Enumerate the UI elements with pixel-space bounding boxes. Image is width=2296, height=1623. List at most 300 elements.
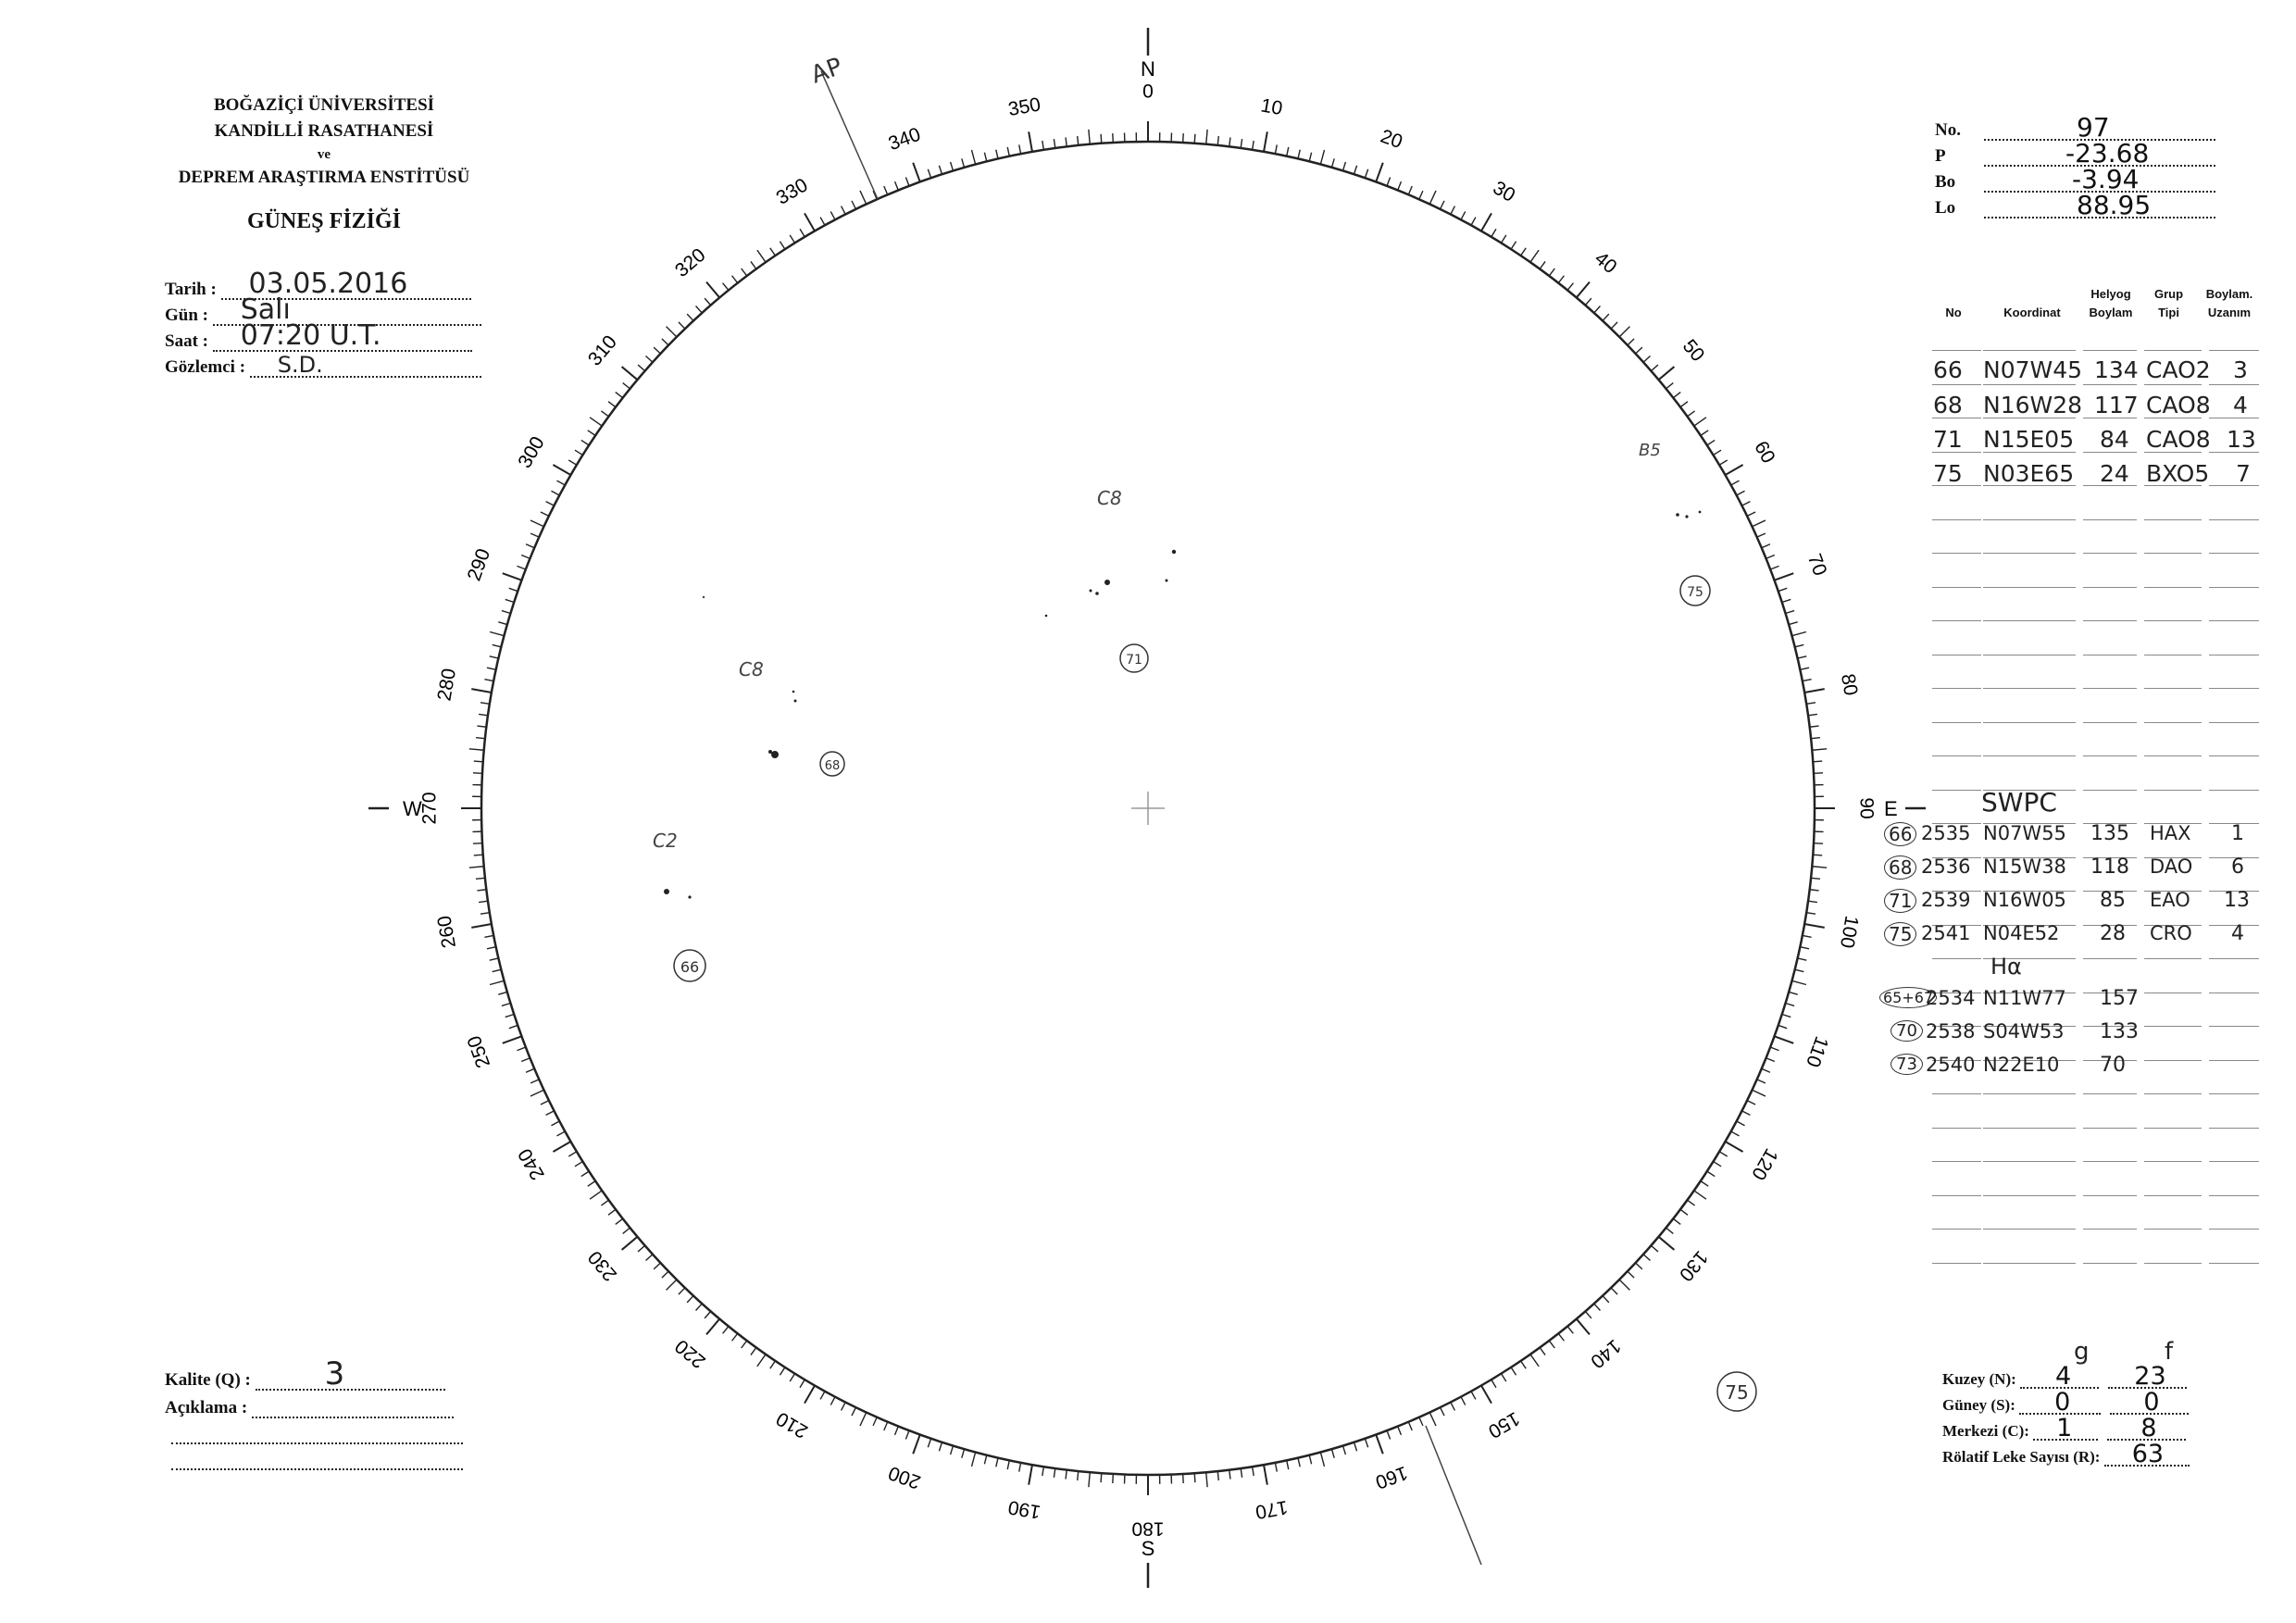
rotation-axis-south: [1426, 1426, 1481, 1565]
scale-label: 310: [583, 331, 622, 370]
scale-tick: [757, 250, 766, 262]
row-71-lon: 84: [2100, 426, 2129, 453]
scale-tick: [1811, 738, 1820, 739]
scale-tick: [1594, 1304, 1601, 1310]
scale-tick: [1217, 1471, 1218, 1480]
scale-tick: [928, 1439, 930, 1447]
scale-tick: [1354, 166, 1356, 175]
halpha-heading: Hα: [1990, 954, 2022, 980]
center-label: Merkezi (C):: [1942, 1422, 2029, 1440]
scale-tick: [1502, 1374, 1506, 1381]
scale-tick: [1775, 1036, 1794, 1043]
scale-tick: [820, 1392, 825, 1400]
scale-tick: [608, 1209, 616, 1215]
swpc-heading: SWPC: [1981, 787, 2057, 818]
quality-label: Kalite (Q) :: [165, 1370, 251, 1390]
scale-tick: [1603, 1296, 1609, 1303]
scale-tick: [1603, 314, 1609, 320]
scale-tick: [1680, 1209, 1688, 1215]
scale-tick: [521, 556, 530, 559]
swpc-66-type: HAX: [2150, 822, 2191, 844]
scale-tick: [502, 1004, 511, 1006]
remarks-label: Açıklama :: [165, 1398, 248, 1417]
scale-tick: [646, 356, 653, 363]
scale-tick: [1471, 218, 1476, 226]
scale-tick: [1812, 749, 1827, 750]
scale-tick: [480, 913, 490, 915]
scale-tick: [1511, 242, 1516, 249]
ha-65-67-id: 2534: [1926, 987, 1976, 1009]
col-helio-header-2: Boylam: [2089, 306, 2133, 319]
scale-tick: [1229, 137, 1230, 146]
scale-tick: [1731, 481, 1740, 485]
scale-label: 290: [463, 545, 495, 584]
scale-tick: [895, 1427, 899, 1435]
groups-header: g: [2074, 1338, 2090, 1366]
scale-tick: [1206, 130, 1207, 144]
scale-tick: [1408, 186, 1412, 194]
scale-tick: [1441, 201, 1444, 209]
scale-tick: [557, 1131, 566, 1136]
scale-tick: [1461, 1397, 1466, 1405]
scale-tick: [939, 1442, 942, 1452]
row-71-no: 71: [1933, 426, 1963, 453]
ha-73-no: 73: [1890, 1054, 1923, 1075]
scale-tick: [477, 726, 486, 727]
scale-tick: [517, 1047, 525, 1051]
scale-tick: [679, 1288, 685, 1294]
scale-tick: [654, 347, 660, 354]
scale-tick: [1762, 1068, 1770, 1072]
scale-tick: [1078, 136, 1079, 145]
scale-tick: [498, 622, 507, 625]
scale-tick: [751, 261, 756, 268]
scale-tick: [1264, 1465, 1267, 1485]
scale-tick: [1019, 1463, 1021, 1472]
south-label: Güney (S):: [1942, 1396, 2015, 1414]
scale-label: 300: [514, 432, 549, 472]
scale-tick: [623, 1228, 630, 1233]
scale-tick: [553, 465, 570, 475]
scale-tick: [742, 268, 747, 276]
col-helio-header-1: Helyog: [2090, 287, 2131, 301]
scale-tick: [1766, 556, 1775, 559]
scale-tick: [1089, 130, 1090, 144]
swpc-68-type: DAO: [2150, 855, 2193, 878]
scale-tick: [477, 890, 486, 891]
scale-tick: [1673, 1218, 1680, 1224]
center-groups: 1: [2056, 1414, 2073, 1442]
scale-tick: [490, 958, 499, 960]
scale-label: 80: [1836, 671, 1862, 697]
row-75-lon: 24: [2100, 460, 2129, 487]
col-group-header-1: Grup: [2153, 287, 2184, 301]
p-value: -23.68: [2065, 138, 2150, 169]
scale-tick: [1707, 440, 1715, 444]
scale-label: 240: [514, 1144, 549, 1184]
scale-tick: [1800, 947, 1809, 949]
scale-tick: [1795, 969, 1804, 971]
scale-tick: [1651, 1245, 1658, 1252]
scale-tick: [972, 1452, 976, 1466]
scale-tick: [1343, 1446, 1346, 1455]
scale-label: 340: [885, 123, 924, 156]
scale-tick: [905, 177, 909, 185]
scale-label-cardinal: 270: [418, 792, 441, 825]
row-68-lon: 117: [2094, 392, 2139, 418]
scale-tick: [1398, 181, 1402, 190]
scale-tick: [662, 339, 668, 345]
scale-label: 220: [670, 1334, 710, 1373]
time-label: Saat :: [165, 331, 208, 351]
scale-tick: [723, 283, 729, 291]
scale-tick: [1113, 133, 1114, 143]
scale-tick: [1757, 1080, 1766, 1083]
scale-tick: [1766, 1058, 1775, 1062]
scale-tick: [1747, 512, 1755, 516]
scale-tick: [1113, 1474, 1114, 1483]
scale-tick: [581, 1171, 589, 1176]
scale-tick: [471, 689, 492, 693]
scale-tick: [1757, 533, 1766, 537]
scale-tick: [732, 1333, 738, 1341]
scale-tick: [757, 1355, 766, 1367]
scale-tick: [575, 450, 582, 455]
ha-70-id: 2538: [1926, 1020, 1976, 1042]
scale-tick: [1387, 177, 1391, 185]
scale-label: 100: [1835, 914, 1863, 950]
col-no-header: No: [1945, 306, 1962, 319]
scale-tick: [1320, 1452, 1324, 1466]
scale-tick: [687, 314, 693, 320]
scale-tick: [505, 599, 515, 602]
scale-tick: [509, 588, 518, 591]
group-68-marker: 68: [824, 759, 841, 773]
scale-tick: [1101, 134, 1102, 144]
scale-tick: [1287, 1460, 1289, 1469]
scale-tick: [1320, 150, 1324, 164]
swpc-68-ext: 6: [2231, 855, 2244, 879]
scale-tick: [1808, 714, 1817, 715]
scale-label: 110: [1802, 1033, 1833, 1070]
scale-tick: [1611, 322, 1617, 329]
scale-tick: [962, 158, 965, 168]
scale-tick: [551, 1121, 559, 1126]
south-letter: S: [1141, 1537, 1155, 1560]
sunspot-group-75: [1676, 511, 1701, 518]
scale-tick: [1461, 211, 1466, 219]
scale-tick: [1726, 465, 1743, 475]
ha-70-lon: 133: [2100, 1020, 2139, 1043]
scale-tick: [1737, 491, 1745, 495]
scale-tick: [1577, 282, 1590, 298]
scale-tick: [1782, 1014, 1791, 1017]
scale-tick: [502, 611, 511, 614]
scale-tick: [928, 169, 930, 178]
scale-tick: [526, 1068, 534, 1072]
scale-label: 200: [885, 1461, 924, 1493]
scale-label: 320: [670, 243, 710, 282]
scale-tick: [1376, 163, 1383, 182]
scale-tick: [1628, 339, 1634, 345]
ha-70-no: 70: [1890, 1020, 1923, 1042]
scale-tick: [830, 211, 835, 219]
scale-tick: [1029, 131, 1032, 152]
swpc-71-type: EAO: [2150, 889, 2190, 911]
scale-tick: [616, 393, 623, 398]
scale-tick: [1810, 726, 1819, 727]
scale-tick: [490, 656, 499, 658]
scale-tick: [1619, 327, 1629, 337]
group-75-marker: 75: [1687, 585, 1703, 600]
scale-tick: [530, 1090, 544, 1096]
scale-tick: [1701, 1181, 1708, 1187]
scale-tick: [1585, 298, 1591, 306]
scale-tick: [476, 878, 485, 879]
scale-tick: [474, 761, 483, 762]
scale-tick: [1687, 411, 1694, 417]
scale-tick: [1331, 1449, 1334, 1458]
scale-tick: [1471, 1392, 1476, 1400]
scale-tick: [1804, 924, 1825, 928]
row-71-coord: N15E05: [1983, 426, 2075, 453]
swpc-75-type: CRO: [2150, 922, 2192, 944]
scale-tick: [530, 533, 539, 537]
scale-tick: [662, 1271, 668, 1278]
scale-label: 190: [1006, 1495, 1042, 1523]
north-spots: 23: [2134, 1362, 2166, 1391]
scale-tick: [1810, 890, 1819, 891]
scale-tick: [696, 306, 703, 313]
scale-label: 330: [772, 174, 812, 209]
scale-tick: [1714, 1162, 1721, 1167]
row-75-ext: 7: [2236, 460, 2251, 487]
class-label-75: B5: [1639, 441, 1661, 460]
swpc-75-no: 75: [1884, 922, 1916, 946]
scale-tick: [1376, 1435, 1383, 1454]
scale-tick: [800, 1380, 805, 1388]
scale-tick: [1770, 566, 1778, 569]
scale-tick: [860, 1413, 867, 1427]
scale-label-cardinal: 0: [1142, 81, 1154, 103]
scale-tick: [1275, 144, 1277, 154]
swpc-75-coord: N04E52: [1983, 922, 2060, 944]
scale-tick: [575, 1162, 582, 1167]
swpc-71-coord: N16W05: [1983, 889, 2066, 911]
scale-tick: [1491, 1380, 1496, 1388]
scale-tick: [1521, 248, 1527, 256]
scale-tick: [646, 1255, 653, 1261]
institute-name: DEPREM ARAŞTIRMA ENSTİTÜSÜ: [178, 168, 470, 187]
east-letter: E: [1884, 797, 1898, 820]
scale-tick: [487, 668, 496, 669]
class-label-71: C8: [1097, 487, 1122, 509]
scale-tick: [498, 992, 507, 994]
scale-tick: [1659, 367, 1675, 380]
scale-tick: [780, 1367, 784, 1375]
scale-tick: [790, 1374, 794, 1381]
center-spots: 8: [2140, 1414, 2157, 1442]
scale-tick: [996, 1458, 998, 1467]
scale-tick: [509, 1025, 518, 1028]
scale-tick: [687, 1296, 693, 1303]
class-label-66: C2: [653, 830, 678, 852]
scale-tick: [1803, 680, 1812, 681]
scale-tick: [490, 980, 504, 984]
scale-tick: [1206, 1472, 1207, 1487]
scale-label: 350: [1006, 94, 1042, 121]
swpc-68-no: 68: [1884, 855, 1916, 880]
scale-tick: [679, 322, 685, 329]
scale-label: 60: [1750, 437, 1779, 468]
scale-tick: [1812, 867, 1827, 868]
ha-73-id: 2540: [1926, 1054, 1976, 1076]
scale-label: 130: [1674, 1246, 1713, 1286]
scale-tick: [770, 1361, 776, 1368]
scale-tick: [800, 229, 805, 237]
scale-tick: [1549, 1341, 1554, 1348]
scale-tick: [939, 166, 942, 175]
bo-value: -3.94: [2072, 164, 2140, 194]
scale-tick: [1502, 235, 1506, 243]
scale-tick: [905, 1430, 909, 1439]
scale-tick: [1806, 913, 1816, 915]
scale-tick: [1800, 668, 1809, 669]
sunspot-group-71: [1045, 550, 1177, 618]
scale-tick: [842, 1403, 846, 1411]
scale-tick: [1398, 1427, 1402, 1435]
scale-tick: [1778, 588, 1787, 591]
scale-tick: [505, 1014, 515, 1017]
col-coordinate-header: Koordinat: [2003, 306, 2061, 319]
swpc-66-coord: N07W55: [1983, 822, 2066, 844]
swpc-66-lon: 135: [2090, 822, 2129, 845]
scale-tick: [484, 935, 493, 937]
row-71-ext: 13: [2227, 426, 2256, 453]
scale-tick: [541, 512, 549, 516]
university-name: BOĞAZİÇİ ÜNİVERSİTESİ: [213, 95, 435, 115]
scale-tick: [1194, 134, 1195, 144]
scale-tick: [1309, 1455, 1311, 1465]
scale-label: 150: [1484, 1407, 1524, 1442]
scale-tick: [732, 276, 738, 283]
scale-tick: [1419, 1417, 1423, 1426]
scale-tick: [654, 1263, 660, 1269]
scale-tick: [1714, 450, 1721, 455]
scale-tick: [830, 1397, 835, 1405]
scale-label: 10: [1259, 94, 1285, 120]
row-66-type: CAO2: [2146, 356, 2211, 383]
ha-65-67-coord: N11W77: [1983, 987, 2066, 1009]
scale-tick: [723, 1327, 729, 1334]
scale-tick: [790, 235, 794, 243]
scale-tick: [616, 1218, 623, 1224]
scale-tick: [1007, 147, 1009, 156]
scale-tick: [852, 201, 855, 209]
group-71-marker: 71: [1126, 653, 1142, 668]
scale-tick: [493, 644, 502, 646]
row-68-no: 68: [1933, 392, 1963, 418]
north-label: Kuzey (N):: [1942, 1370, 2016, 1388]
scale-tick: [1789, 622, 1798, 625]
scale-tick: [1778, 1025, 1787, 1028]
group-66-marker: 66: [680, 958, 700, 976]
swpc-71-ext: 13: [2224, 889, 2250, 912]
scale-tick: [1701, 431, 1708, 436]
swpc-75-ext: 4: [2231, 922, 2244, 945]
scale-label: 120: [1747, 1144, 1782, 1184]
scale-tick: [873, 1417, 877, 1426]
scale-tick: [1298, 1458, 1300, 1467]
scale-tick: [503, 573, 522, 581]
scale-tick: [1782, 599, 1791, 602]
scale-tick: [469, 867, 484, 868]
scale-tick: [1636, 1263, 1642, 1269]
scale-tick: [1229, 1470, 1230, 1479]
scale-tick: [1628, 1271, 1634, 1278]
scale-tick: [1742, 502, 1751, 506]
scale-tick: [490, 632, 504, 636]
scale-tick: [1365, 169, 1367, 178]
scale-tick: [972, 150, 976, 164]
scale-tick: [1803, 935, 1812, 937]
scale-tick: [568, 460, 577, 465]
scale-tick: [751, 1347, 756, 1355]
scale-label-cardinal: 90: [1855, 797, 1878, 819]
scale-tick: [479, 901, 488, 902]
axis-label: AP: [807, 52, 846, 90]
scale-tick: [913, 163, 920, 182]
department-title: GÜNEŞ FİZİĞİ: [246, 209, 402, 233]
scale-label: 210: [772, 1407, 812, 1442]
scale-tick: [1789, 992, 1798, 994]
scale-tick: [1737, 1121, 1745, 1126]
observer-value: S.D.: [277, 352, 323, 378]
scale-tick: [1253, 1467, 1254, 1476]
group-75-outside-marker: 75: [1725, 1381, 1749, 1404]
scale-tick: [1775, 573, 1794, 581]
time-value: 07:20 U.T.: [240, 319, 381, 352]
swpc-68-lon: 118: [2090, 855, 2129, 879]
scale-label: 70: [1803, 551, 1831, 579]
west-letter: W: [403, 797, 422, 820]
scale-tick: [601, 1200, 608, 1205]
scale-label: 160: [1372, 1461, 1411, 1493]
rotation-axis-north: [821, 71, 878, 199]
scale-tick: [1673, 393, 1680, 398]
scale-tick: [1217, 136, 1218, 145]
row-68-coord: N16W28: [1983, 392, 2083, 418]
scale-tick: [546, 1111, 555, 1116]
scale-tick: [1666, 383, 1674, 389]
north-groups: 4: [2055, 1362, 2072, 1391]
scale-tick: [1731, 1131, 1740, 1136]
scale-tick: [1770, 1047, 1778, 1051]
swpc-75-id: 2541: [1921, 922, 1971, 944]
scale-tick: [1813, 761, 1822, 762]
swpc-68-coord: N15W38: [1983, 855, 2066, 878]
scale-tick: [1791, 632, 1805, 636]
scale-tick: [1687, 1200, 1694, 1205]
scale-tick: [1814, 843, 1823, 844]
scale-tick: [1549, 268, 1554, 276]
scale-tick: [805, 213, 815, 231]
south-spots: 0: [2143, 1388, 2160, 1417]
scale-tick: [1343, 162, 1346, 171]
number-value: 97: [2077, 112, 2110, 143]
scale-label: 280: [433, 667, 461, 703]
swpc-71-lon: 85: [2100, 889, 2126, 912]
